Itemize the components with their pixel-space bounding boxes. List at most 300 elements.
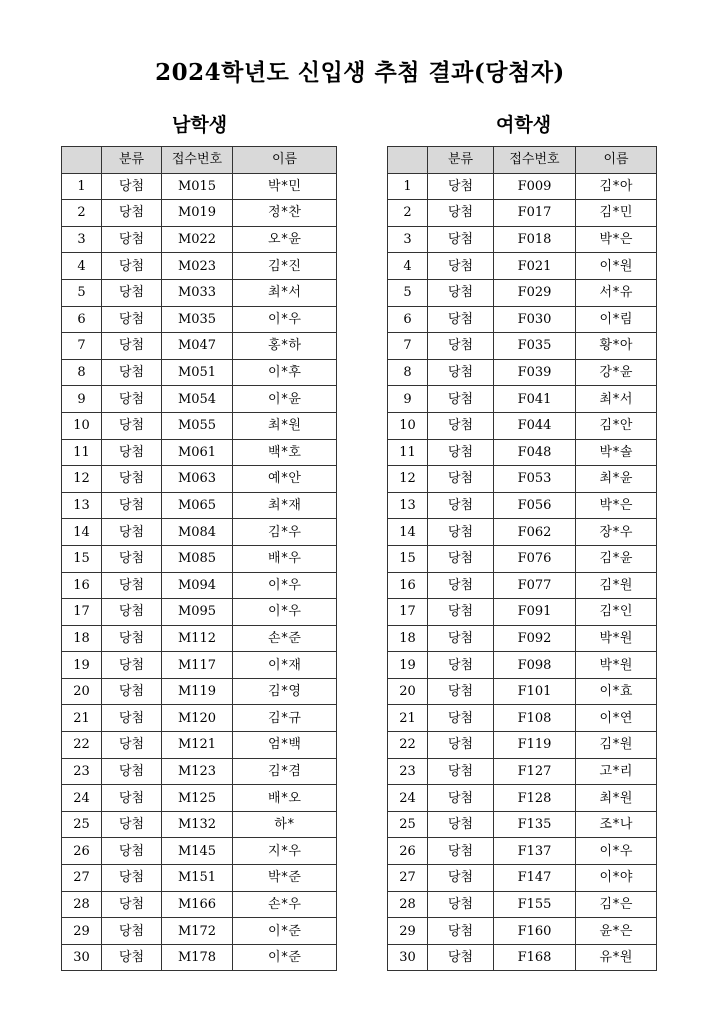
table-row <box>62 918 337 945</box>
receipt-number-cell: M047 <box>162 333 233 360</box>
category-cell: 당첨 <box>102 200 162 227</box>
category-cell: 당첨 <box>428 705 494 732</box>
category-cell: 당첨 <box>428 678 494 705</box>
table-row <box>62 891 337 918</box>
category-cell: 당첨 <box>102 545 162 572</box>
receipt-number-cell: M022 <box>162 226 233 253</box>
receipt-number-cell: M151 <box>162 865 233 892</box>
table-row <box>62 732 337 759</box>
table-row <box>388 200 657 227</box>
receipt-number-cell: M061 <box>162 439 233 466</box>
row-number: 13 <box>62 492 102 519</box>
table-row <box>388 359 657 386</box>
table-header-row <box>62 147 337 174</box>
row-number: 18 <box>388 625 428 652</box>
category-cell: 당첨 <box>102 599 162 626</box>
name-cell: 이*효 <box>576 678 657 705</box>
receipt-number-cell: M054 <box>162 386 233 413</box>
receipt-number-cell: F041 <box>494 386 576 413</box>
receipt-number-cell: M033 <box>162 279 233 306</box>
receipt-number-cell: M123 <box>162 758 233 785</box>
row-number: 6 <box>388 306 428 333</box>
table-row <box>388 572 657 599</box>
category-cell: 당첨 <box>428 439 494 466</box>
receipt-number-cell: F128 <box>494 785 576 812</box>
name-cell: 최*윤 <box>576 466 657 493</box>
name-cell: 박*준 <box>233 865 337 892</box>
table-row <box>62 811 337 838</box>
receipt-number-cell: M065 <box>162 492 233 519</box>
name-cell: 김*규 <box>233 705 337 732</box>
female-results-table <box>387 146 657 971</box>
category-cell: 당첨 <box>428 519 494 546</box>
table-row <box>388 652 657 679</box>
table-row <box>62 944 337 971</box>
table-row <box>62 173 337 200</box>
table-row <box>62 253 337 280</box>
row-number: 12 <box>388 466 428 493</box>
row-number: 10 <box>388 412 428 439</box>
receipt-number-cell: M117 <box>162 652 233 679</box>
category-cell: 당첨 <box>428 944 494 971</box>
name-cell: 김*안 <box>576 412 657 439</box>
name-cell: 유*원 <box>576 944 657 971</box>
receipt-number-cell: M084 <box>162 519 233 546</box>
row-number: 26 <box>62 838 102 865</box>
category-cell: 당첨 <box>102 492 162 519</box>
table-row <box>388 412 657 439</box>
name-cell: 배*오 <box>233 785 337 812</box>
receipt-number-cell: M112 <box>162 625 233 652</box>
table-row <box>388 944 657 971</box>
table-row <box>388 678 657 705</box>
header-no <box>388 147 428 174</box>
category-cell: 당첨 <box>102 412 162 439</box>
name-cell: 김*겸 <box>233 758 337 785</box>
name-cell: 김*아 <box>576 173 657 200</box>
name-cell: 홍*하 <box>233 333 337 360</box>
row-number: 4 <box>62 253 102 280</box>
receipt-number-cell: F147 <box>494 865 576 892</box>
category-cell: 당첨 <box>428 732 494 759</box>
receipt-number-cell: F077 <box>494 572 576 599</box>
row-number: 9 <box>62 386 102 413</box>
category-cell: 당첨 <box>102 306 162 333</box>
table-row <box>62 572 337 599</box>
name-cell: 정*찬 <box>233 200 337 227</box>
category-cell: 당첨 <box>102 519 162 546</box>
row-number: 2 <box>388 200 428 227</box>
name-cell: 박*원 <box>576 652 657 679</box>
category-cell: 당첨 <box>428 599 494 626</box>
receipt-number-cell: F048 <box>494 439 576 466</box>
name-cell: 최*원 <box>576 785 657 812</box>
category-cell: 당첨 <box>102 891 162 918</box>
category-cell: 당첨 <box>428 306 494 333</box>
header-no <box>62 147 102 174</box>
row-number: 4 <box>388 253 428 280</box>
receipt-number-cell: F127 <box>494 758 576 785</box>
male-section-heading: 남학생 <box>172 114 228 136</box>
row-number: 16 <box>62 572 102 599</box>
receipt-number-cell: F137 <box>494 838 576 865</box>
table-row <box>62 412 337 439</box>
category-cell: 당첨 <box>428 785 494 812</box>
category-cell: 당첨 <box>428 359 494 386</box>
name-cell: 이*윤 <box>233 386 337 413</box>
name-cell: 강*윤 <box>576 359 657 386</box>
receipt-number-cell: M063 <box>162 466 233 493</box>
row-number: 3 <box>388 226 428 253</box>
table-row <box>62 785 337 812</box>
receipt-number-cell: F021 <box>494 253 576 280</box>
table-row <box>388 439 657 466</box>
row-number: 10 <box>62 412 102 439</box>
table-row <box>388 306 657 333</box>
receipt-number-cell: F076 <box>494 545 576 572</box>
table-row <box>62 439 337 466</box>
table-row <box>388 732 657 759</box>
category-cell: 당첨 <box>102 865 162 892</box>
name-cell: 서*유 <box>576 279 657 306</box>
receipt-number-cell: M178 <box>162 944 233 971</box>
category-cell: 당첨 <box>102 572 162 599</box>
receipt-number-cell: M172 <box>162 918 233 945</box>
name-cell: 손*준 <box>233 625 337 652</box>
receipt-number-cell: F135 <box>494 811 576 838</box>
table-row <box>388 838 657 865</box>
name-cell: 이*우 <box>233 599 337 626</box>
category-cell: 당첨 <box>102 279 162 306</box>
row-number: 25 <box>62 811 102 838</box>
row-number: 19 <box>388 652 428 679</box>
receipt-number-cell: F017 <box>494 200 576 227</box>
receipt-number-cell: M019 <box>162 200 233 227</box>
category-cell: 당첨 <box>102 705 162 732</box>
row-number: 28 <box>62 891 102 918</box>
table-row <box>388 279 657 306</box>
name-cell: 지*우 <box>233 838 337 865</box>
row-number: 18 <box>62 625 102 652</box>
table-row <box>62 838 337 865</box>
table-row <box>388 386 657 413</box>
category-cell: 당첨 <box>102 838 162 865</box>
header-receipt-number: 접수번호 <box>162 147 233 174</box>
category-cell: 당첨 <box>102 386 162 413</box>
receipt-number-cell: F039 <box>494 359 576 386</box>
table-header-row <box>388 147 657 174</box>
row-number: 1 <box>388 173 428 200</box>
receipt-number-cell: M085 <box>162 545 233 572</box>
row-number: 30 <box>62 944 102 971</box>
table-row <box>62 652 337 679</box>
receipt-number-cell: M094 <box>162 572 233 599</box>
row-number: 21 <box>388 705 428 732</box>
category-cell: 당첨 <box>428 173 494 200</box>
receipt-number-cell: M095 <box>162 599 233 626</box>
name-cell: 김*은 <box>576 891 657 918</box>
name-cell: 백*호 <box>233 439 337 466</box>
row-number: 8 <box>388 359 428 386</box>
category-cell: 당첨 <box>428 811 494 838</box>
category-cell: 당첨 <box>102 811 162 838</box>
row-number: 20 <box>62 678 102 705</box>
male-results-table <box>61 146 337 971</box>
name-cell: 이*야 <box>576 865 657 892</box>
receipt-number-cell: M015 <box>162 173 233 200</box>
name-cell: 김*우 <box>233 519 337 546</box>
receipt-number-cell: F108 <box>494 705 576 732</box>
category-cell: 당첨 <box>428 865 494 892</box>
table-row <box>388 466 657 493</box>
header-category: 분류 <box>102 147 162 174</box>
receipt-number-cell: M132 <box>162 811 233 838</box>
receipt-number-cell: M119 <box>162 678 233 705</box>
table-row <box>388 333 657 360</box>
receipt-number-cell: F091 <box>494 599 576 626</box>
name-cell: 박*솔 <box>576 439 657 466</box>
row-number: 28 <box>388 891 428 918</box>
category-cell: 당첨 <box>102 678 162 705</box>
table-row <box>62 625 337 652</box>
row-number: 21 <box>62 705 102 732</box>
table-row <box>62 865 337 892</box>
name-cell: 박*원 <box>576 625 657 652</box>
name-cell: 최*원 <box>233 412 337 439</box>
name-cell: 예*안 <box>233 466 337 493</box>
receipt-number-cell: F168 <box>494 944 576 971</box>
category-cell: 당첨 <box>428 492 494 519</box>
row-number: 22 <box>388 732 428 759</box>
table-row <box>388 492 657 519</box>
row-number: 2 <box>62 200 102 227</box>
category-cell: 당첨 <box>102 625 162 652</box>
category-cell: 당첨 <box>102 359 162 386</box>
name-cell: 장*우 <box>576 519 657 546</box>
receipt-number-cell: F056 <box>494 492 576 519</box>
receipt-number-cell: M055 <box>162 412 233 439</box>
receipt-number-cell: M121 <box>162 732 233 759</box>
category-cell: 당첨 <box>428 838 494 865</box>
name-cell: 윤*은 <box>576 918 657 945</box>
name-cell: 김*인 <box>576 599 657 626</box>
row-number: 7 <box>388 333 428 360</box>
name-cell: 최*서 <box>576 386 657 413</box>
receipt-number-cell: M023 <box>162 253 233 280</box>
category-cell: 당첨 <box>102 253 162 280</box>
row-number: 6 <box>62 306 102 333</box>
category-cell: 당첨 <box>102 732 162 759</box>
name-cell: 김*원 <box>576 732 657 759</box>
table-row <box>388 599 657 626</box>
table-row <box>388 173 657 200</box>
row-number: 15 <box>388 545 428 572</box>
row-number: 23 <box>62 758 102 785</box>
category-cell: 당첨 <box>428 545 494 572</box>
row-number: 29 <box>388 918 428 945</box>
category-cell: 당첨 <box>102 758 162 785</box>
table-row <box>388 918 657 945</box>
name-cell: 김*윤 <box>576 545 657 572</box>
name-cell: 하* <box>233 811 337 838</box>
receipt-number-cell: F062 <box>494 519 576 546</box>
category-cell: 당첨 <box>102 439 162 466</box>
row-number: 7 <box>62 333 102 360</box>
table-row <box>388 519 657 546</box>
category-cell: 당첨 <box>102 652 162 679</box>
name-cell: 박*은 <box>576 226 657 253</box>
category-cell: 당첨 <box>428 226 494 253</box>
table-row <box>62 386 337 413</box>
name-cell: 이*재 <box>233 652 337 679</box>
category-cell: 당첨 <box>428 333 494 360</box>
name-cell: 엄*백 <box>233 732 337 759</box>
category-cell: 당첨 <box>428 386 494 413</box>
name-cell: 김*민 <box>576 200 657 227</box>
name-cell: 이*우 <box>576 838 657 865</box>
name-cell: 오*윤 <box>233 226 337 253</box>
table-row <box>62 333 337 360</box>
name-cell: 이*원 <box>576 253 657 280</box>
category-cell: 당첨 <box>428 918 494 945</box>
category-cell: 당첨 <box>428 200 494 227</box>
row-number: 19 <box>62 652 102 679</box>
page-title: 2024학년도 신입생 추첨 결과(당첨자) <box>155 59 565 86</box>
name-cell: 이*연 <box>576 705 657 732</box>
row-number: 8 <box>62 359 102 386</box>
row-number: 26 <box>388 838 428 865</box>
category-cell: 당첨 <box>428 572 494 599</box>
table-row <box>62 279 337 306</box>
row-number: 27 <box>62 865 102 892</box>
table-row <box>62 226 337 253</box>
category-cell: 당첨 <box>102 944 162 971</box>
table-row <box>388 253 657 280</box>
category-cell: 당첨 <box>102 173 162 200</box>
table-row <box>388 705 657 732</box>
name-cell: 김*진 <box>233 253 337 280</box>
table-row <box>388 891 657 918</box>
category-cell: 당첨 <box>428 253 494 280</box>
header-receipt-number: 접수번호 <box>494 147 576 174</box>
category-cell: 당첨 <box>102 333 162 360</box>
header-name: 이름 <box>233 147 337 174</box>
name-cell: 김*원 <box>576 572 657 599</box>
row-number: 13 <box>388 492 428 519</box>
row-number: 24 <box>388 785 428 812</box>
name-cell: 최*재 <box>233 492 337 519</box>
table-row <box>62 678 337 705</box>
name-cell: 이*후 <box>233 359 337 386</box>
row-number: 5 <box>62 279 102 306</box>
name-cell: 최*서 <box>233 279 337 306</box>
name-cell: 고*리 <box>576 758 657 785</box>
receipt-number-cell: M051 <box>162 359 233 386</box>
table-row <box>62 705 337 732</box>
row-number: 14 <box>388 519 428 546</box>
table-row <box>388 758 657 785</box>
header-category: 분류 <box>428 147 494 174</box>
table-row <box>388 545 657 572</box>
receipt-number-cell: F035 <box>494 333 576 360</box>
row-number: 17 <box>62 599 102 626</box>
table-row <box>62 200 337 227</box>
table-row <box>388 865 657 892</box>
row-number: 1 <box>62 173 102 200</box>
name-cell: 이*준 <box>233 944 337 971</box>
name-cell: 배*우 <box>233 545 337 572</box>
table-row <box>62 306 337 333</box>
name-cell: 이*준 <box>233 918 337 945</box>
table-row <box>388 625 657 652</box>
female-section-heading: 여학생 <box>496 114 552 136</box>
name-cell: 박*민 <box>233 173 337 200</box>
table-row <box>62 519 337 546</box>
receipt-number-cell: F098 <box>494 652 576 679</box>
receipt-number-cell: F029 <box>494 279 576 306</box>
receipt-number-cell: F009 <box>494 173 576 200</box>
receipt-number-cell: F053 <box>494 466 576 493</box>
category-cell: 당첨 <box>102 918 162 945</box>
name-cell: 이*우 <box>233 306 337 333</box>
row-number: 24 <box>62 785 102 812</box>
row-number: 16 <box>388 572 428 599</box>
receipt-number-cell: F101 <box>494 678 576 705</box>
table-row <box>62 599 337 626</box>
row-number: 25 <box>388 811 428 838</box>
header-name: 이름 <box>576 147 657 174</box>
category-cell: 당첨 <box>428 279 494 306</box>
receipt-number-cell: F044 <box>494 412 576 439</box>
name-cell: 이*우 <box>233 572 337 599</box>
row-number: 17 <box>388 599 428 626</box>
table-row <box>62 466 337 493</box>
table-row <box>62 359 337 386</box>
receipt-number-cell: M035 <box>162 306 233 333</box>
row-number: 20 <box>388 678 428 705</box>
receipt-number-cell: F092 <box>494 625 576 652</box>
row-number: 3 <box>62 226 102 253</box>
receipt-number-cell: M145 <box>162 838 233 865</box>
category-cell: 당첨 <box>428 466 494 493</box>
receipt-number-cell: M125 <box>162 785 233 812</box>
table-row <box>62 545 337 572</box>
name-cell: 이*림 <box>576 306 657 333</box>
row-number: 11 <box>388 439 428 466</box>
receipt-number-cell: M166 <box>162 891 233 918</box>
receipt-number-cell: M120 <box>162 705 233 732</box>
row-number: 11 <box>62 439 102 466</box>
receipt-number-cell: F160 <box>494 918 576 945</box>
row-number: 29 <box>62 918 102 945</box>
row-number: 14 <box>62 519 102 546</box>
row-number: 5 <box>388 279 428 306</box>
name-cell: 김*영 <box>233 678 337 705</box>
row-number: 27 <box>388 865 428 892</box>
row-number: 15 <box>62 545 102 572</box>
name-cell: 조*나 <box>576 811 657 838</box>
row-number: 23 <box>388 758 428 785</box>
table-row <box>388 811 657 838</box>
name-cell: 박*은 <box>576 492 657 519</box>
row-number: 9 <box>388 386 428 413</box>
table-row <box>388 226 657 253</box>
category-cell: 당첨 <box>102 466 162 493</box>
category-cell: 당첨 <box>428 891 494 918</box>
category-cell: 당첨 <box>428 625 494 652</box>
receipt-number-cell: F155 <box>494 891 576 918</box>
category-cell: 당첨 <box>428 412 494 439</box>
